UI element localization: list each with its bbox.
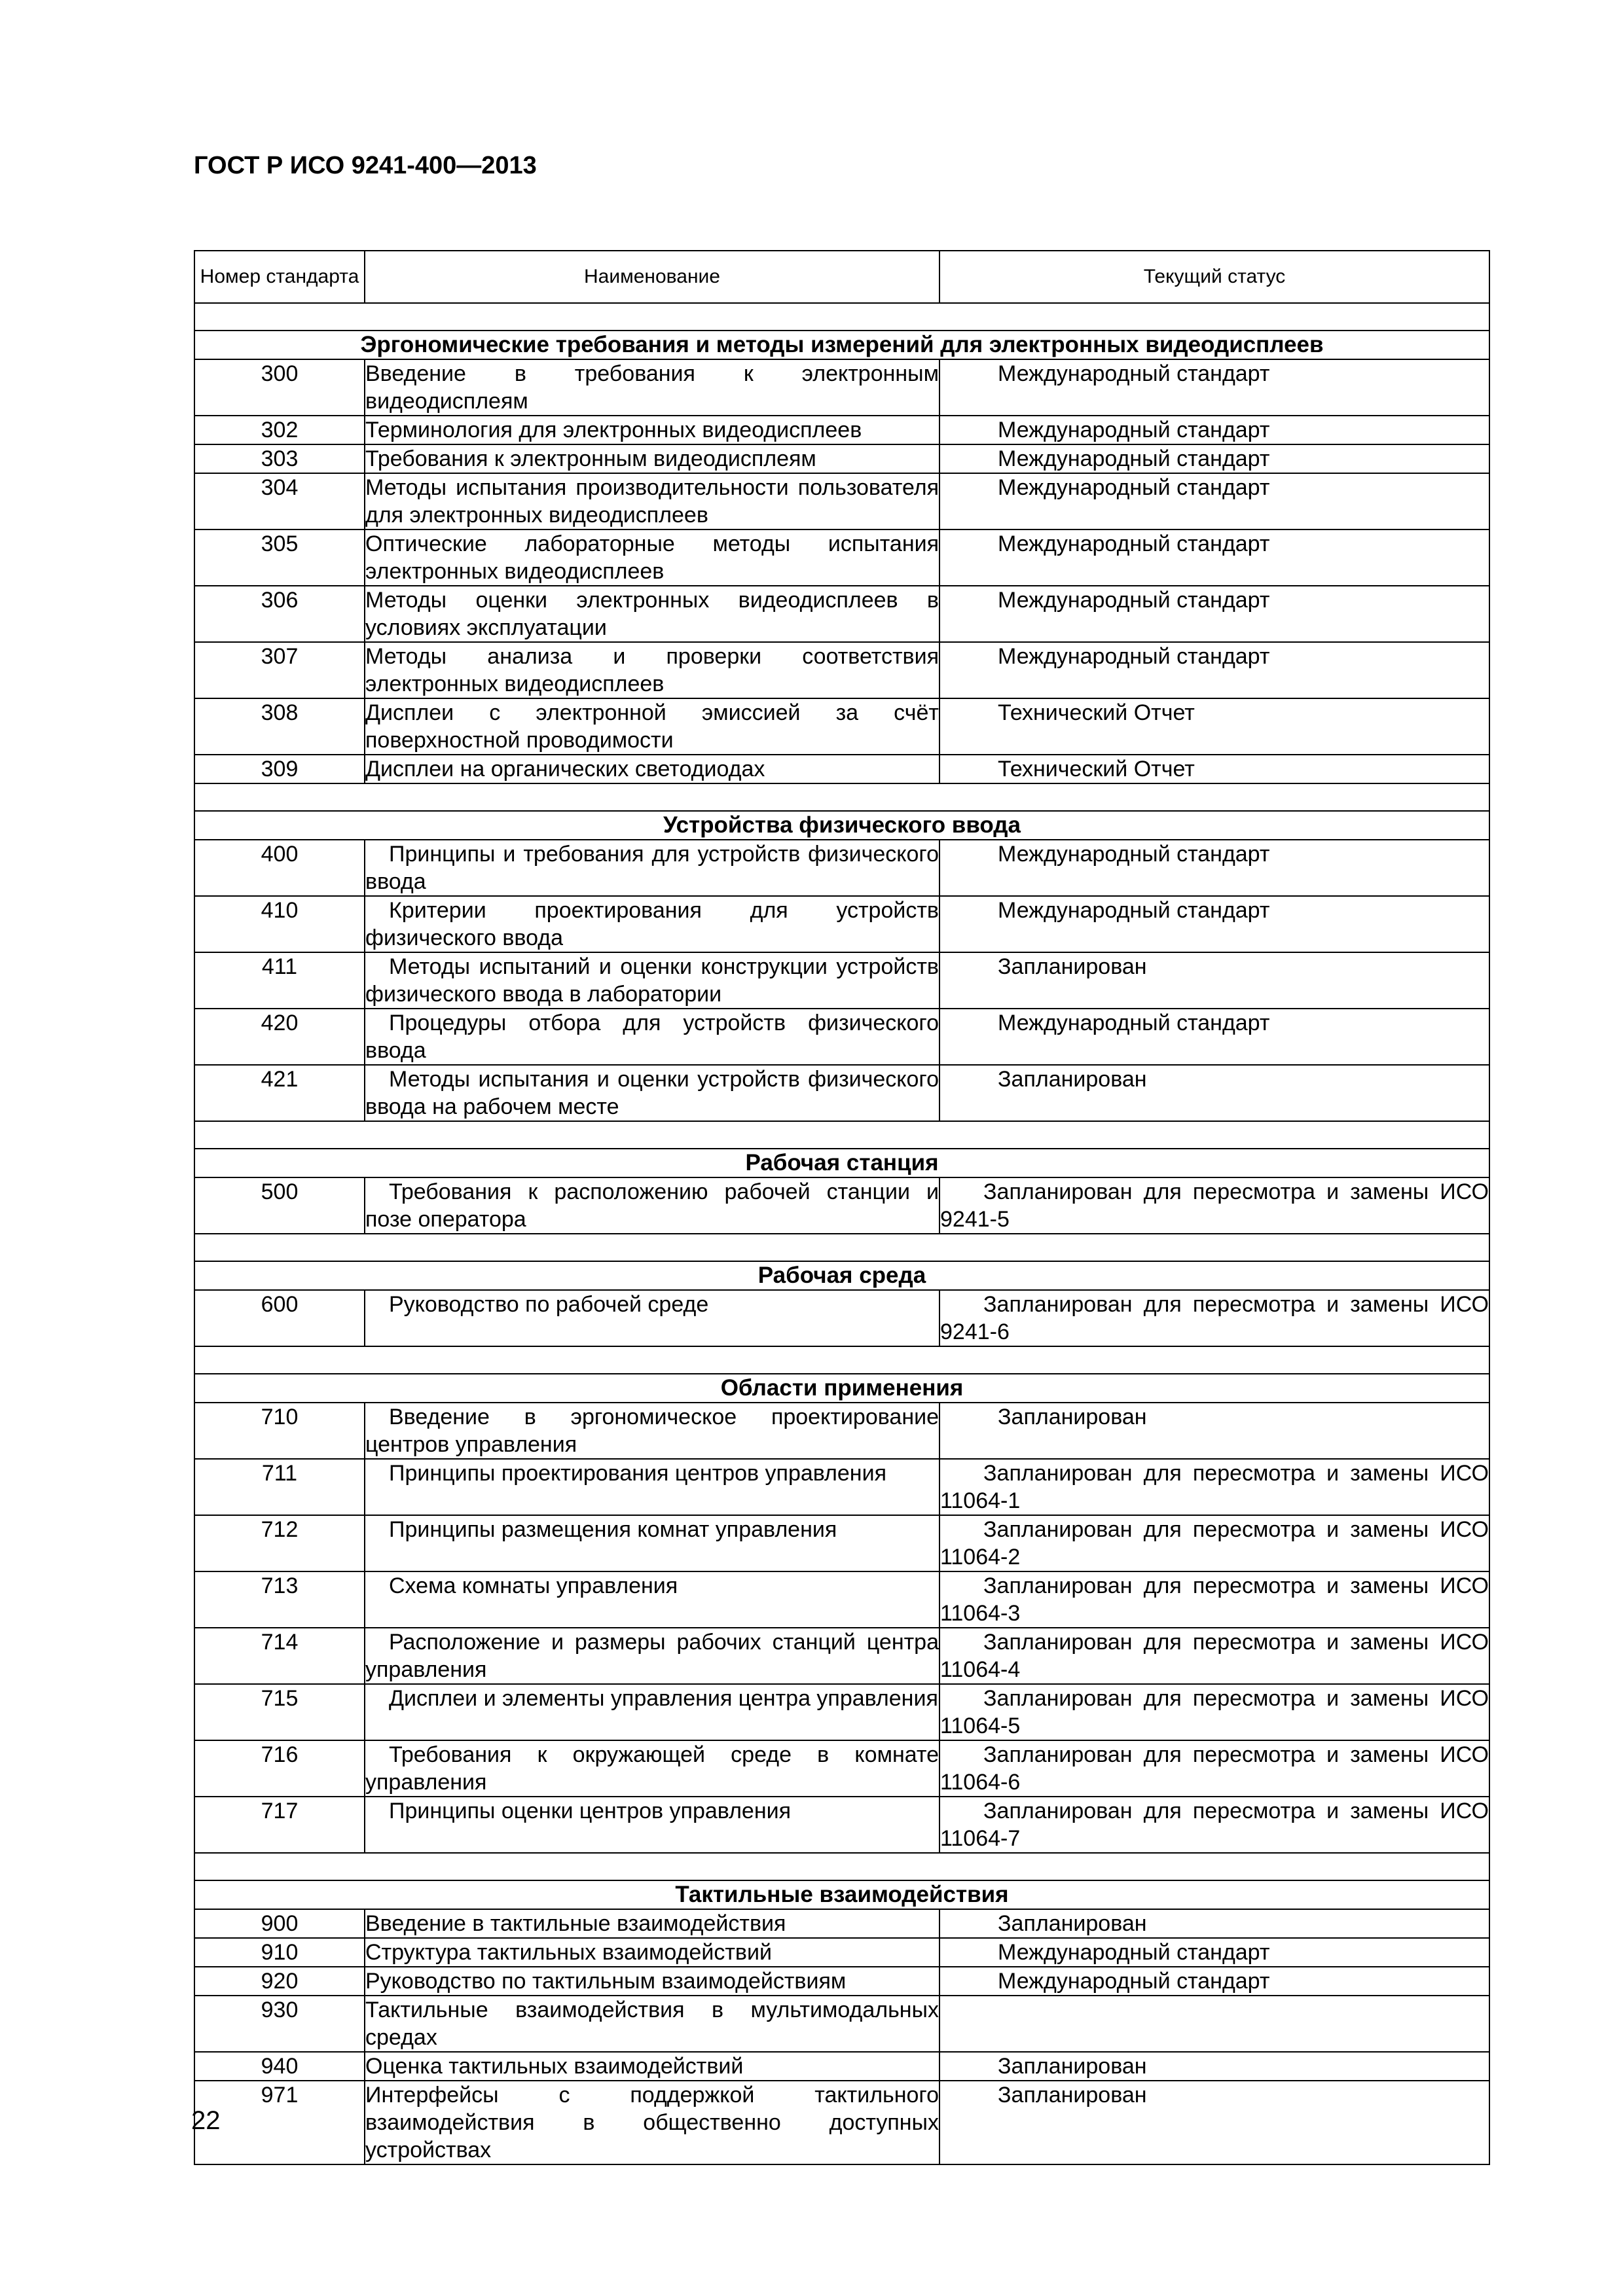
table-row: [194, 444, 1489, 473]
spacer-cell: [194, 1234, 1489, 1261]
table-row: [194, 1290, 1489, 1346]
standard-name: Критерии проектирования для устройств физического ввода: [365, 896, 939, 952]
standard-name: Методы испытания производительности пользователя для электронных видеодисплеев: [365, 473, 939, 529]
column-header-number: Номер стандарта: [194, 251, 365, 303]
spacer-row: [194, 1121, 1489, 1149]
standard-status: Запланирован для пересмотра и замены ИСО 9241-5: [939, 1177, 1489, 1234]
standard-status: Запланирован для пересмотра и замены ИСО 11064-3: [939, 1571, 1489, 1628]
standard-number: 710: [194, 1403, 365, 1459]
section-title: Рабочая станция: [194, 1149, 1489, 1177]
standard-status: Международный стандарт: [939, 896, 1489, 952]
table-row: [194, 1065, 1489, 1121]
spacer-cell: [194, 783, 1489, 811]
table-row: [194, 1403, 1489, 1459]
standard-name: Методы анализа и проверки соответствия электронных видеодисплеев: [365, 642, 939, 698]
table-row: [194, 1515, 1489, 1571]
standard-number: 304: [194, 473, 365, 529]
standard-status: Запланирован для пересмотра и замены ИСО 11064-6: [939, 1740, 1489, 1797]
table-row: [194, 1684, 1489, 1740]
standard-name: Требования к окружающей среде в комнате управления: [365, 1740, 939, 1797]
spacer-row: [194, 1346, 1489, 1374]
standard-status: Запланирован: [939, 1403, 1489, 1459]
standard-name: Введение в эргономическое проектирование центров управления: [365, 1403, 939, 1459]
standard-number: 940: [194, 2052, 365, 2081]
document-title: ГОСТ Р ИСО 9241-400—2013: [194, 152, 537, 179]
standard-name: Требования к расположению рабочей станции и позе оператора: [365, 1177, 939, 1234]
section-title-row: [194, 1261, 1489, 1290]
standard-name: Методы испытаний и оценки конструкции устройств физического ввода в лаборатории: [365, 952, 939, 1009]
standard-name: Дисплеи и элементы управления центра управления: [365, 1684, 939, 1740]
spacer-row: [194, 303, 1489, 331]
standard-status: Международный стандарт: [939, 642, 1489, 698]
table-row: [194, 1009, 1489, 1065]
table-row: [194, 1909, 1489, 1938]
standard-status: Международный стандарт: [939, 359, 1489, 416]
table-row: [194, 642, 1489, 698]
table-row: [194, 1938, 1489, 1967]
standard-number: 600: [194, 1290, 365, 1346]
standard-status: Запланирован: [939, 952, 1489, 1009]
section-title: Области применения: [194, 1374, 1489, 1403]
table-row: [194, 2081, 1489, 2164]
standard-name: Принципы и требования для устройств физического ввода: [365, 840, 939, 896]
standard-number: 302: [194, 416, 365, 444]
standard-name: Процедуры отбора для устройств физического ввода: [365, 1009, 939, 1065]
standard-name: Руководство по рабочей среде: [365, 1290, 939, 1346]
table-row: [194, 1740, 1489, 1797]
standard-number: 420: [194, 1009, 365, 1065]
standard-status: Международный стандарт: [939, 1967, 1489, 1996]
table-row: [194, 586, 1489, 642]
standard-number: 400: [194, 840, 365, 896]
standard-status: Международный стандарт: [939, 1938, 1489, 1967]
standard-status: Международный стандарт: [939, 840, 1489, 896]
spacer-cell: [194, 1121, 1489, 1149]
standard-name: Схема комнаты управления: [365, 1571, 939, 1628]
standard-number: 411: [194, 952, 365, 1009]
standard-status: Запланирован для пересмотра и замены ИСО 11064-1: [939, 1459, 1489, 1515]
standard-name: Требования к электронным видеодисплеям: [365, 444, 939, 473]
section-title: Рабочая среда: [194, 1261, 1489, 1290]
table-row: [194, 416, 1489, 444]
standard-name: Дисплеи на органических светодиодах: [365, 755, 939, 783]
standard-status: Запланирован для пересмотра и замены ИСО 11064-5: [939, 1684, 1489, 1740]
column-header-status: Текущий статус: [939, 251, 1489, 303]
standard-name: Оптические лабораторные методы испытания электронных видеодисплеев: [365, 529, 939, 586]
standard-name: Методы испытания и оценки устройств физического ввода на рабочем месте: [365, 1065, 939, 1121]
standard-status: Запланирован для пересмотра и замены ИСО 11064-2: [939, 1515, 1489, 1571]
standard-number: 500: [194, 1177, 365, 1234]
standard-name: Расположение и размеры рабочих станций центра управления: [365, 1628, 939, 1684]
standard-number: 713: [194, 1571, 365, 1628]
table-row: [194, 473, 1489, 529]
standard-number: 303: [194, 444, 365, 473]
standard-name: Методы оценки электронных видеодисплеев в условиях эксплуатации: [365, 586, 939, 642]
standard-status: Международный стандарт: [939, 444, 1489, 473]
standard-number: 910: [194, 1938, 365, 1967]
standard-status: Международный стандарт: [939, 1009, 1489, 1065]
spacer-cell: [194, 1346, 1489, 1374]
table-row: [194, 952, 1489, 1009]
standard-number: 711: [194, 1459, 365, 1515]
standard-number: 306: [194, 586, 365, 642]
standard-status: Международный стандарт: [939, 586, 1489, 642]
table-row: [194, 840, 1489, 896]
standard-status: Запланирован: [939, 1909, 1489, 1938]
table-row: [194, 755, 1489, 783]
table-row: [194, 698, 1489, 755]
table-header-row: [194, 251, 1489, 303]
standard-name: Дисплеи с электронной эмиссией за счёт поверхностной проводимости: [365, 698, 939, 755]
standard-status: Запланирован для пересмотра и замены ИСО 11064-4: [939, 1628, 1489, 1684]
standard-number: 421: [194, 1065, 365, 1121]
table-row: [194, 2052, 1489, 2081]
standard-status: Технический Отчет: [939, 755, 1489, 783]
section-title: Устройства физического ввода: [194, 811, 1489, 840]
page-number: 22: [191, 2106, 221, 2135]
standard-number: 930: [194, 1996, 365, 2052]
table-row: [194, 896, 1489, 952]
standard-number: 309: [194, 755, 365, 783]
section-title-row: [194, 1149, 1489, 1177]
standard-status: Международный стандарт: [939, 473, 1489, 529]
standard-number: 305: [194, 529, 365, 586]
standard-status: Технический Отчет: [939, 698, 1489, 755]
standard-name: Руководство по тактильным взаимодействиям: [365, 1967, 939, 1996]
spacer-cell: [194, 303, 1489, 331]
standard-status: [939, 1996, 1489, 2052]
section-title-row: [194, 1880, 1489, 1909]
standard-number: 971: [194, 2081, 365, 2164]
standard-number: 712: [194, 1515, 365, 1571]
standard-number: 920: [194, 1967, 365, 1996]
spacer-cell: [194, 1853, 1489, 1880]
spacer-row: [194, 1234, 1489, 1261]
standard-name: Введение в требования к электронным видеодисплеям: [365, 359, 939, 416]
standard-status: Запланирован: [939, 1065, 1489, 1121]
table-row: [194, 1459, 1489, 1515]
standard-number: 410: [194, 896, 365, 952]
standard-status: Международный стандарт: [939, 529, 1489, 586]
standard-status: Запланирован: [939, 2052, 1489, 2081]
table-row: [194, 1996, 1489, 2052]
standard-name: Принципы проектирования центров управления: [365, 1459, 939, 1515]
table-row: [194, 1797, 1489, 1853]
standards-table: [194, 250, 1490, 2165]
standard-status: Запланирован: [939, 2081, 1489, 2164]
section-title-row: [194, 811, 1489, 840]
table-row: [194, 1571, 1489, 1628]
standard-name: Тактильные взаимодействия в мультимодальных средах: [365, 1996, 939, 2052]
standard-number: 717: [194, 1797, 365, 1853]
table-row: [194, 359, 1489, 416]
table-row: [194, 529, 1489, 586]
table-row: [194, 1967, 1489, 1996]
standard-number: 716: [194, 1740, 365, 1797]
standard-number: 714: [194, 1628, 365, 1684]
standard-number: 307: [194, 642, 365, 698]
section-title: Эргономические требования и методы измерений для электронных видеодисплеев: [194, 331, 1489, 359]
standard-number: 300: [194, 359, 365, 416]
standard-status: Международный стандарт: [939, 416, 1489, 444]
table-row: [194, 1177, 1489, 1234]
standard-number: 900: [194, 1909, 365, 1938]
spacer-row: [194, 783, 1489, 811]
standard-name: Введение в тактильные взаимодействия: [365, 1909, 939, 1938]
standard-number: 308: [194, 698, 365, 755]
standard-name: Принципы размещения комнат управления: [365, 1515, 939, 1571]
standard-number: 715: [194, 1684, 365, 1740]
column-header-name: Наименование: [365, 251, 939, 303]
standard-name: Интерфейсы с поддержкой тактильного взаимодействия в общественно доступных устройствах: [365, 2081, 939, 2164]
standard-name: Терминология для электронных видеодисплеев: [365, 416, 939, 444]
standard-name: Принципы оценки центров управления: [365, 1797, 939, 1853]
spacer-row: [194, 1853, 1489, 1880]
section-title-row: [194, 1374, 1489, 1403]
standard-name: Оценка тактильных взаимодействий: [365, 2052, 939, 2081]
standards-table-body: [194, 251, 1489, 2164]
section-title: Тактильные взаимодействия: [194, 1880, 1489, 1909]
table-row: [194, 1628, 1489, 1684]
standard-status: Запланирован для пересмотра и замены ИСО 9241-6: [939, 1290, 1489, 1346]
section-title-row: [194, 331, 1489, 359]
standard-name: Структура тактильных взаимодействий: [365, 1938, 939, 1967]
standard-status: Запланирован для пересмотра и замены ИСО 11064-7: [939, 1797, 1489, 1853]
